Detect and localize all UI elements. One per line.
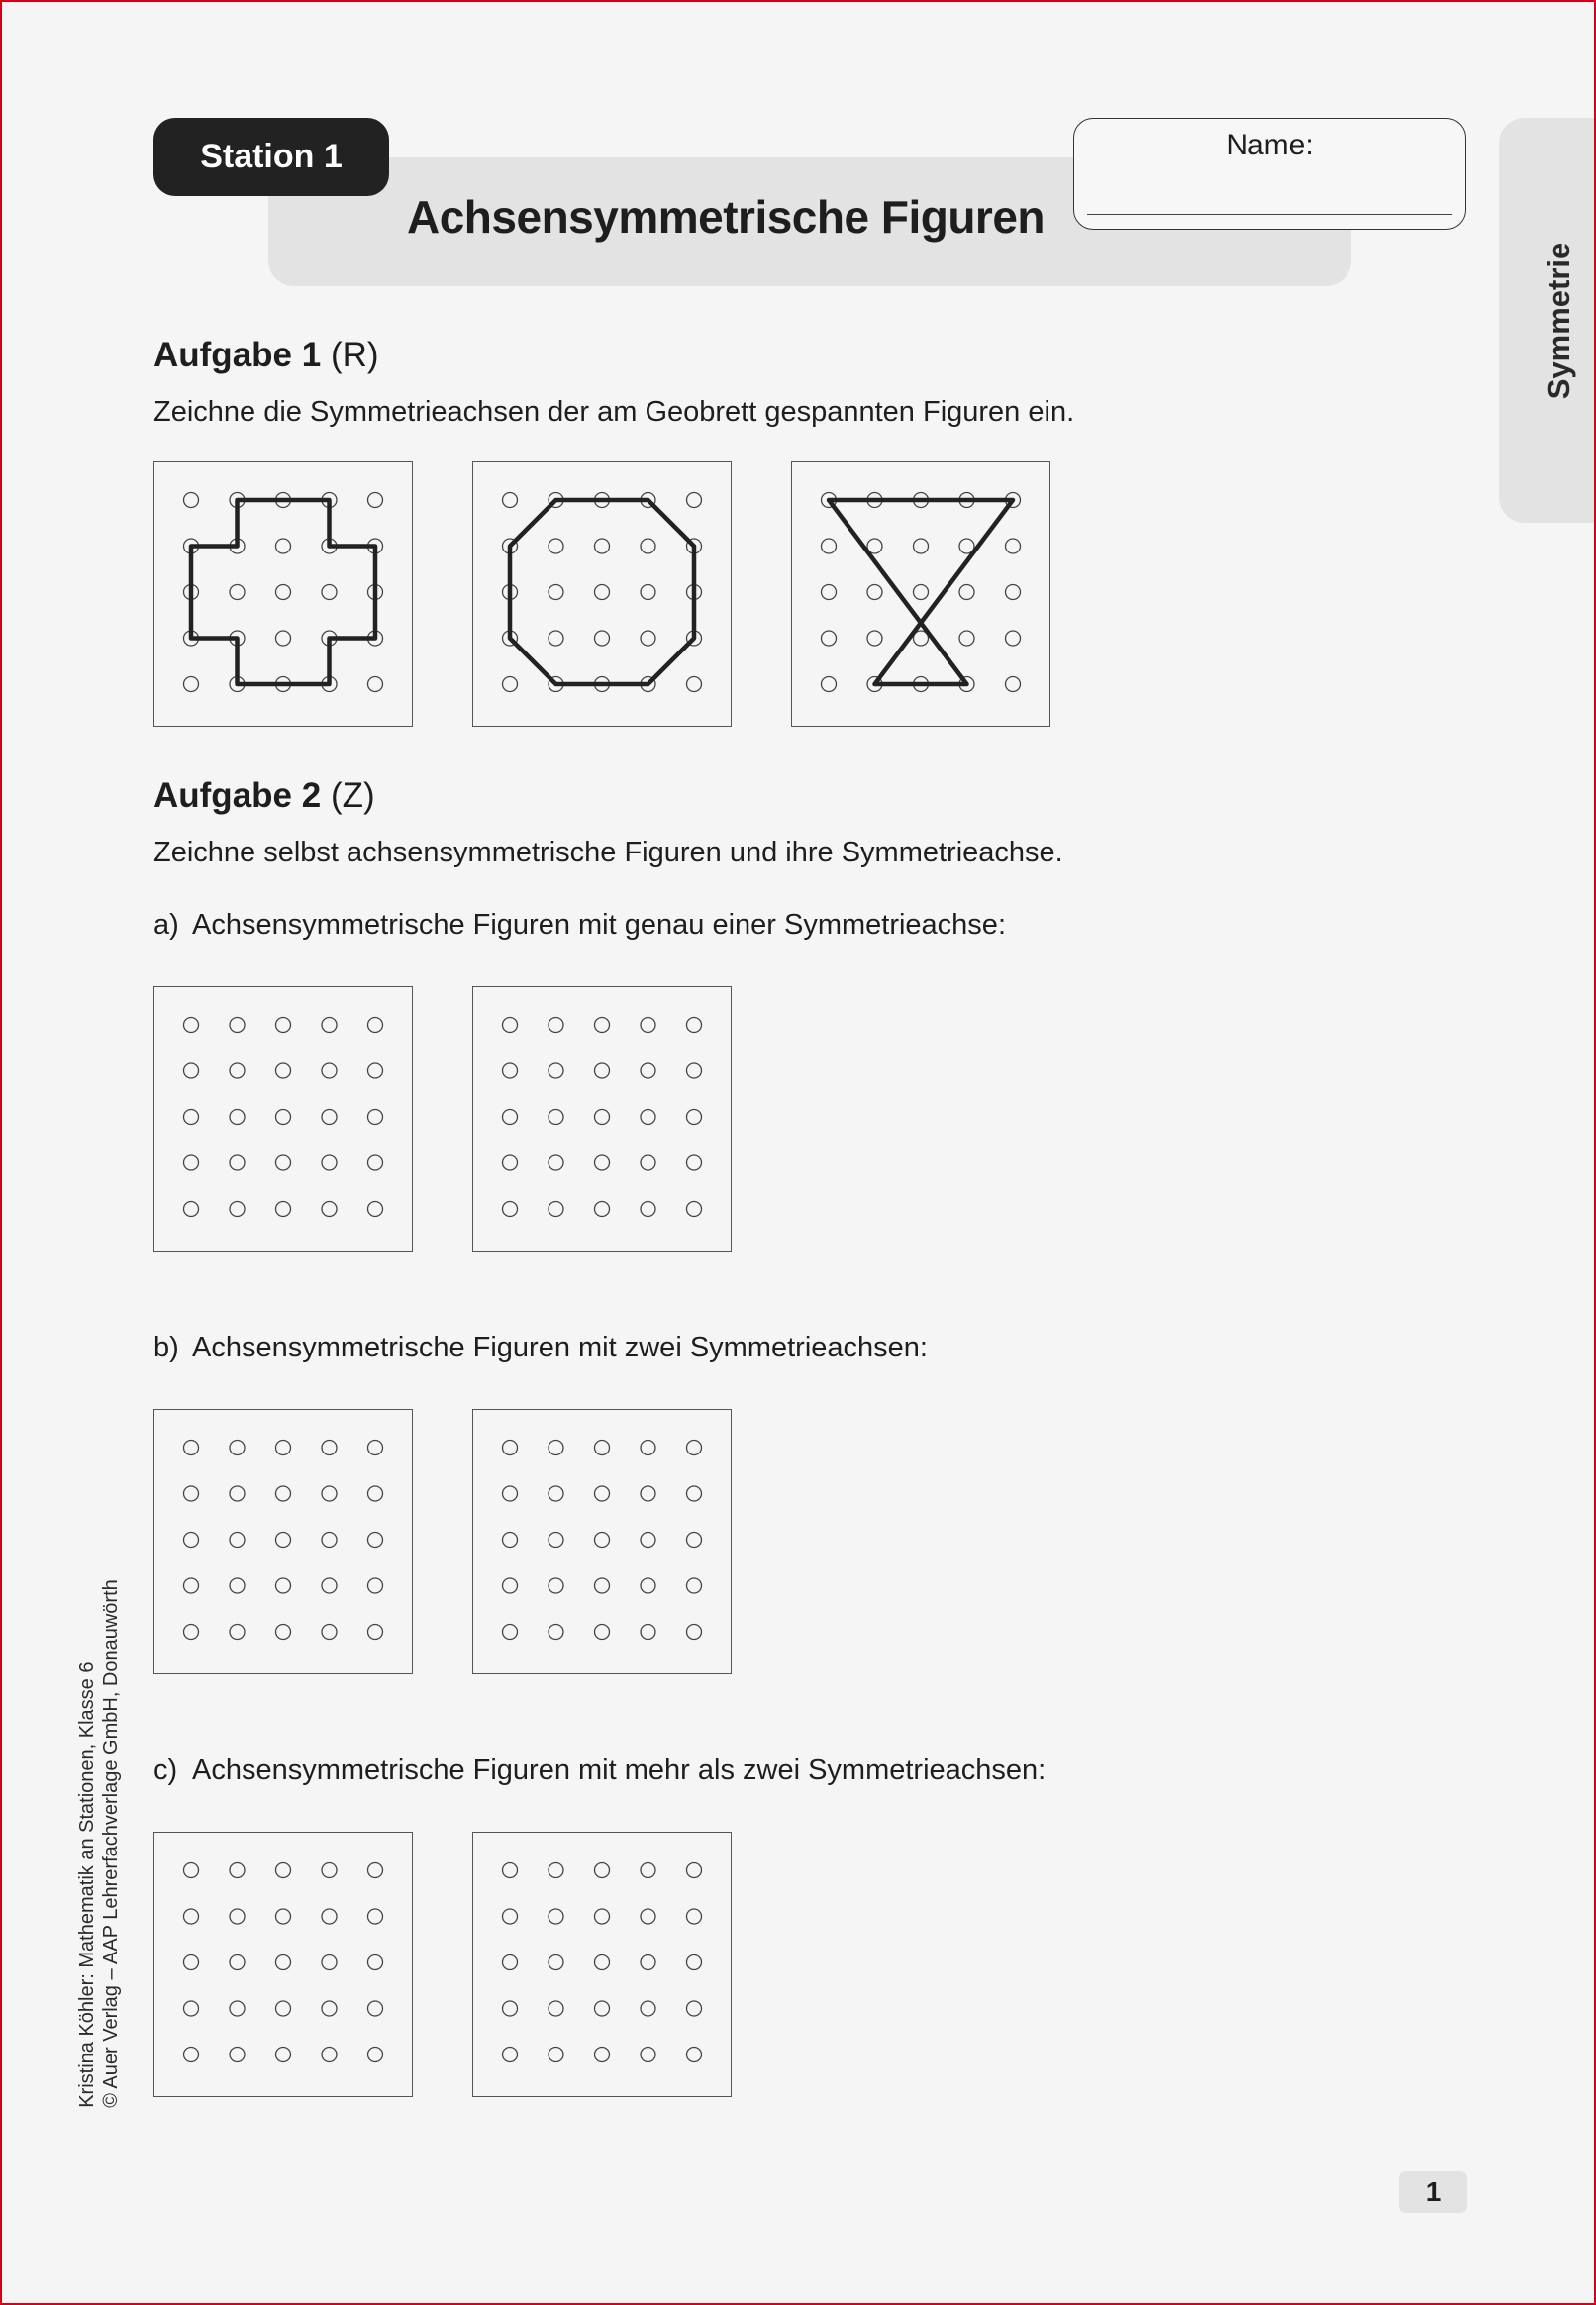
geoboard-peg[interactable] [867,585,882,600]
geoboard-peg[interactable] [595,2001,610,2016]
geoboard-peg[interactable] [822,585,837,600]
geoboard-peg[interactable] [549,2001,563,2016]
task2a-text: Achsensymmetrische Figuren mit genau einer Symmetrieachse: [192,909,1006,941]
geoboard-peg[interactable] [549,1063,563,1078]
geoboard-peg[interactable] [687,1533,702,1548]
geoboard-peg[interactable] [230,1441,245,1455]
geoboard-peg[interactable] [503,1063,518,1078]
geoboard-peg[interactable] [641,1486,655,1501]
geoboard-peg[interactable] [687,1441,702,1455]
geoboard-peg[interactable] [549,1625,563,1640]
geoboard-peg[interactable] [276,1533,291,1548]
task2-instruction: Zeichne selbst achsensymmetrische Figuren und ihre Symmetrieachse. [153,837,1063,868]
geoboard-peg[interactable] [184,1863,199,1878]
task2c-text: Achsensymmetrische Figuren mit mehr als zwei Symmetrieachsen: [192,1754,1047,1786]
geoboard-peg[interactable] [595,1909,610,1924]
geoboard-peg[interactable] [822,631,837,646]
geoboard-peg[interactable] [276,539,291,553]
page-title: Achsensymmetrische Figuren [407,191,1046,243]
page-number: 1 [1399,2171,1467,2213]
geoboard-peg[interactable] [641,539,655,553]
geoboard-peg[interactable] [641,1110,655,1125]
geoboard-peg[interactable] [595,1863,610,1878]
geoboard-grid [473,1833,733,2098]
geoboard-task1-octagon[interactable] [472,461,732,727]
geoboard-peg[interactable] [503,2001,518,2016]
geoboard-peg[interactable] [641,1202,655,1217]
geoboard-peg[interactable] [641,1909,655,1924]
geoboard-peg[interactable] [503,677,518,692]
geoboard-peg[interactable] [368,1955,383,1970]
geoboard-peg[interactable] [503,1533,518,1548]
geoboard-peg[interactable] [641,1018,655,1033]
geoboard-peg[interactable] [549,631,563,646]
geoboard-peg[interactable] [322,1578,337,1593]
geoboard-peg[interactable] [503,1202,518,1217]
geoboard-peg[interactable] [184,1018,199,1033]
geoboard-task2a-2[interactable] [472,986,732,1252]
geoboard-peg[interactable] [549,1909,563,1924]
geoboard-peg[interactable] [276,1909,291,1924]
geoboard-peg[interactable] [687,1863,702,1878]
geoboard-task2c-1[interactable] [153,1832,413,2097]
geoboard-peg[interactable] [687,1110,702,1125]
geoboard-peg[interactable] [503,1486,518,1501]
geoboard-peg[interactable] [641,1441,655,1455]
geoboard-peg[interactable] [503,1018,518,1033]
geoboard-peg[interactable] [595,539,610,553]
geoboard-peg[interactable] [549,1441,563,1455]
name-label: Name: [1226,129,1314,161]
geoboard-peg[interactable] [503,1441,518,1455]
geoboard-peg[interactable] [276,1486,291,1501]
geoboard-peg[interactable] [322,1202,337,1217]
geoboard-peg[interactable] [230,1578,245,1593]
geoboard-peg[interactable] [687,1063,702,1078]
geoboard-peg[interactable] [687,1018,702,1033]
geoboard-peg[interactable] [549,1578,563,1593]
geoboard-grid [154,1833,414,2098]
geoboard-peg[interactable] [641,1155,655,1170]
geoboard-peg[interactable] [503,1955,518,1970]
geoboard-peg[interactable] [549,1533,563,1548]
geoboard-peg[interactable] [230,1486,245,1501]
geoboard-peg[interactable] [641,1625,655,1640]
geoboard-peg[interactable] [641,585,655,600]
geoboard-peg[interactable] [368,1909,383,1924]
geoboard-peg[interactable] [595,1533,610,1548]
geoboard-peg[interactable] [503,493,518,508]
geoboard-peg[interactable] [230,1155,245,1170]
geoboard-peg[interactable] [959,585,974,600]
geoboard-peg[interactable] [276,585,291,600]
geoboard-grid [473,987,733,1253]
task1-heading-label: Aufgabe 1 [153,336,322,374]
geoboard-grid [154,987,414,1253]
geoboard-peg[interactable] [503,1909,518,1924]
geoboard-task2c-2[interactable] [472,1832,732,2097]
geoboard-peg[interactable] [503,1578,518,1593]
geoboard-peg[interactable] [368,493,383,508]
task2-heading [153,776,375,816]
geoboard-peg[interactable] [368,1863,383,1878]
geoboard-peg[interactable] [595,1110,610,1125]
geoboard-peg[interactable] [230,1625,245,1640]
name-writing-line[interactable] [1087,214,1452,215]
geoboard-peg[interactable] [503,2048,518,2062]
geoboard-peg[interactable] [184,1202,199,1217]
geoboard-peg[interactable] [322,2001,337,2016]
geoboard-peg[interactable] [368,1110,383,1125]
geoboard-peg[interactable] [641,1063,655,1078]
geoboard-peg[interactable] [276,1063,291,1078]
geoboard-peg[interactable] [368,2001,383,2016]
geoboard-peg[interactable] [368,1625,383,1640]
geoboard-peg[interactable] [322,1110,337,1125]
geoboard-peg[interactable] [1006,677,1021,692]
geoboard-task2a-1[interactable] [153,986,413,1252]
geoboard-peg[interactable] [184,1441,199,1455]
geoboard-peg[interactable] [322,1625,337,1640]
geoboard-peg[interactable] [503,1625,518,1640]
geoboard-peg[interactable] [503,1110,518,1125]
geoboard-peg[interactable] [687,677,702,692]
geoboard-peg[interactable] [549,585,563,600]
geoboard-peg[interactable] [867,631,882,646]
name-field[interactable] [1073,118,1466,230]
geoboard-peg[interactable] [595,631,610,646]
geoboard-task1-hourglass[interactable] [791,461,1050,727]
geoboard-peg[interactable] [184,1625,199,1640]
geoboard-peg[interactable] [595,1625,610,1640]
geoboard-peg[interactable] [549,539,563,553]
geoboard-task1-cross[interactable] [153,461,413,727]
geoboard-peg[interactable] [549,1202,563,1217]
geoboard-peg[interactable] [230,1863,245,1878]
geoboard-peg[interactable] [276,1863,291,1878]
task2b-label [153,1332,928,1364]
geoboard-peg[interactable] [276,2001,291,2016]
geoboard-peg[interactable] [230,1909,245,1924]
geoboard-peg[interactable] [549,1955,563,1970]
geoboard-peg[interactable] [184,1955,199,1970]
geoboard-peg[interactable] [276,2048,291,2062]
geoboard-peg[interactable] [184,1909,199,1924]
geoboard-peg[interactable] [322,1533,337,1548]
geoboard-peg[interactable] [230,1955,245,1970]
geoboard-peg[interactable] [276,1018,291,1033]
task1-instruction: Zeichne die Symmetrieachsen der am Geobrett gespannten Figuren ein. [153,396,1075,428]
geoboard-peg[interactable] [322,1955,337,1970]
geoboard-grid [792,462,1051,728]
task2-heading-label: Aufgabe 2 [153,776,322,815]
geoboard-peg[interactable] [595,1578,610,1593]
geoboard-grid [154,462,414,728]
geoboard-peg[interactable] [687,2048,702,2062]
geoboard-peg[interactable] [687,493,702,508]
geoboard-peg[interactable] [230,1202,245,1217]
geoboard-peg[interactable] [687,1955,702,1970]
geoboard-peg[interactable] [322,1063,337,1078]
geoboard-peg[interactable] [595,1018,610,1033]
geoboard-peg[interactable] [641,2001,655,2016]
geoboard-peg[interactable] [822,539,837,553]
geoboard-peg[interactable] [276,1955,291,1970]
geoboard-peg[interactable] [322,1863,337,1878]
geoboard-peg[interactable] [230,1063,245,1078]
task2a-letter: a) [153,909,179,941]
geoboard-peg[interactable] [687,1155,702,1170]
geoboard-task2b-1[interactable] [153,1409,413,1674]
geoboard-peg[interactable] [184,2001,199,2016]
geoboard-peg[interactable] [230,1018,245,1033]
geoboard-peg[interactable] [687,2001,702,2016]
geoboard-peg[interactable] [322,1486,337,1501]
geoboard-peg[interactable] [1006,539,1021,553]
geoboard-peg[interactable] [184,1578,199,1593]
geoboard-peg[interactable] [322,585,337,600]
geoboard-peg[interactable] [322,1018,337,1033]
geoboard-peg[interactable] [641,1578,655,1593]
geoboard-peg[interactable] [230,2048,245,2062]
geoboard-peg[interactable] [276,1110,291,1125]
geoboard-peg[interactable] [914,585,929,600]
geoboard-peg[interactable] [276,1202,291,1217]
geoboard-peg[interactable] [368,1578,383,1593]
geoboard-peg[interactable] [322,1909,337,1924]
geoboard-peg[interactable] [549,1863,563,1878]
geoboard-peg[interactable] [549,1486,563,1501]
geoboard-peg[interactable] [641,631,655,646]
geoboard-peg[interactable] [230,1110,245,1125]
credit-line-author: Kristina Köhler: Mathematik an Stationen, Klasse 6 [76,1661,98,2108]
geoboard-peg[interactable] [959,631,974,646]
geoboard-peg[interactable] [641,1863,655,1878]
geoboard-peg[interactable] [595,585,610,600]
topic-tab-label: Symmetrie [1542,242,1576,400]
geoboard-peg[interactable] [549,2048,563,2062]
geoboard-peg[interactable] [687,1486,702,1501]
geoboard-peg[interactable] [322,1155,337,1170]
geoboard-peg[interactable] [641,1955,655,1970]
geoboard-grid [154,1410,414,1675]
geoboard-peg[interactable] [184,2048,199,2062]
geoboard-peg[interactable] [368,1063,383,1078]
geoboard-peg[interactable] [230,1533,245,1548]
geoboard-peg[interactable] [184,1155,199,1170]
geoboard-grid [473,1410,733,1675]
copyright-credit [75,1579,123,2108]
geoboard-peg[interactable] [549,1110,563,1125]
geoboard-peg[interactable] [368,1486,383,1501]
geoboard-peg[interactable] [184,677,199,692]
geoboard-peg[interactable] [184,493,199,508]
geoboard-peg[interactable] [368,1202,383,1217]
geoboard-peg[interactable] [549,1155,563,1170]
geoboard-peg[interactable] [641,1533,655,1548]
geoboard-peg[interactable] [595,1955,610,1970]
geoboard-peg[interactable] [368,1018,383,1033]
geoboard-peg[interactable] [595,1063,610,1078]
geoboard-peg[interactable] [822,677,837,692]
geoboard-peg[interactable] [368,2048,383,2062]
geoboard-peg[interactable] [368,677,383,692]
geoboard-peg[interactable] [687,1578,702,1593]
geoboard-peg[interactable] [184,1063,199,1078]
geoboard-peg[interactable] [641,2048,655,2062]
task2c-label [153,1754,1046,1787]
geoboard-task2b-2[interactable] [472,1409,732,1674]
geoboard-peg[interactable] [368,1441,383,1455]
geoboard-peg[interactable] [322,1441,337,1455]
task2a-label [153,909,1006,942]
credit-line-publisher: © Auer Verlag – AAP Lehrerfachverlage GmbH, Donauwörth [100,1579,122,2108]
task1-heading-tag: (R) [330,336,379,374]
geoboard-peg[interactable] [230,585,245,600]
geoboard-peg[interactable] [595,1486,610,1501]
geoboard-peg[interactable] [687,1909,702,1924]
geoboard-peg[interactable] [368,1533,383,1548]
geoboard-peg[interactable] [276,631,291,646]
geoboard-peg[interactable] [184,1533,199,1548]
geoboard-peg[interactable] [1006,585,1021,600]
geoboard-peg[interactable] [276,1578,291,1593]
geoboard-grid [473,462,733,728]
geoboard-peg[interactable] [276,1441,291,1455]
geoboard-peg[interactable] [184,1110,199,1125]
geoboard-peg[interactable] [230,2001,245,2016]
geoboard-peg[interactable] [184,1486,199,1501]
geoboard-peg[interactable] [687,1202,702,1217]
geoboard-peg[interactable] [595,1202,610,1217]
geoboard-peg[interactable] [503,1863,518,1878]
geoboard-peg[interactable] [276,1155,291,1170]
station-badge: Station 1 [153,118,389,196]
geoboard-peg[interactable] [687,1625,702,1640]
geoboard-peg[interactable] [368,1155,383,1170]
task2-heading-tag: (Z) [330,776,375,815]
task2c-letter: c) [153,1754,178,1786]
geoboard-peg[interactable] [549,1018,563,1033]
geoboard-peg[interactable] [595,2048,610,2062]
geoboard-peg[interactable] [595,1155,610,1170]
geoboard-peg[interactable] [276,1625,291,1640]
task2b-letter: b) [153,1332,179,1363]
geoboard-peg[interactable] [1006,631,1021,646]
geoboard-peg[interactable] [914,539,929,553]
geoboard-peg[interactable] [503,1155,518,1170]
geoboard-peg[interactable] [595,1441,610,1455]
task2b-text: Achsensymmetrische Figuren mit zwei Symmetrieachsen: [192,1332,928,1363]
geoboard-peg[interactable] [322,2048,337,2062]
task1-heading [153,336,379,375]
